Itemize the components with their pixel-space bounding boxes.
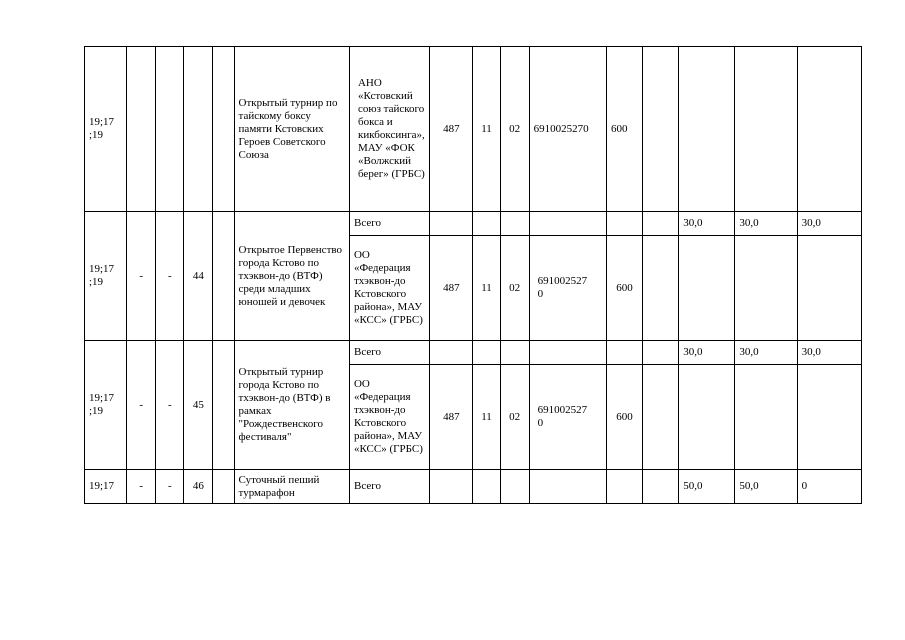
empty-cell: [643, 365, 679, 470]
vr-cell: 600: [606, 47, 642, 212]
year3-cell: 30,0: [797, 212, 861, 236]
event-name-cell: Суточный пеший турмарафон: [234, 470, 349, 504]
csr-cell: 6910025270: [529, 47, 606, 212]
year2-cell: 30,0: [735, 341, 797, 365]
empty-cell: [797, 365, 861, 470]
organizer-cell: ОО «Федерация тхэквон-до Кстовского района», МАУ «КСС» (ГРБС): [349, 365, 429, 470]
grbs-cell: 487: [430, 365, 473, 470]
empty-cell: [529, 341, 606, 365]
empty-cell: [430, 212, 473, 236]
year3-cell: [797, 47, 861, 212]
year1-cell: [679, 47, 735, 212]
empty-cell: [430, 470, 473, 504]
empty-cell: [213, 470, 234, 504]
number-cell: 45: [184, 341, 213, 470]
empty-cell: [606, 212, 642, 236]
empty-cell: [473, 341, 500, 365]
year1-cell: 50,0: [679, 470, 735, 504]
budget-table: [84, 46, 862, 504]
empty-cell: [500, 341, 529, 365]
section-cell: 11: [473, 47, 500, 212]
total-label-cell: Всего: [349, 212, 429, 236]
subsection-cell: 02: [500, 365, 529, 470]
empty-cell: [679, 236, 735, 341]
empty-cell: [213, 47, 234, 212]
grbs-cell: 487: [430, 47, 473, 212]
year3-cell: 0: [797, 470, 861, 504]
event-name-cell: Открытый турнир по тайскому боксу памяти Кстовских Героев Советского Союза: [234, 47, 349, 212]
code-cell: 19;17 ;19: [85, 47, 127, 212]
code-cell: 19;17 ;19: [85, 341, 127, 470]
empty-cell: [643, 470, 679, 504]
col3-cell: -: [156, 470, 184, 504]
empty-cell: [473, 470, 500, 504]
event-name-cell: Открытый турнир города Кстово по тхэквон-до (ВТФ) в рамках "Рождественского фестиваля": [234, 341, 349, 470]
year2-cell: 50,0: [735, 470, 797, 504]
col3-cell: -: [156, 341, 184, 470]
year1-cell: 30,0: [679, 212, 735, 236]
empty-cell: [529, 470, 606, 504]
year2-cell: 30,0: [735, 212, 797, 236]
code-cell: 19;17: [85, 470, 127, 504]
table-row: [85, 341, 862, 365]
vr-cell: 600: [606, 365, 642, 470]
number-cell: [184, 47, 213, 212]
total-label-cell: Всего: [349, 341, 429, 365]
col2-cell: -: [127, 212, 156, 341]
empty-cell: [643, 341, 679, 365]
organizer-cell: ОО «Федерация тхэквон-до Кстовского района», МАУ «КСС» (ГРБС): [349, 236, 429, 341]
section-cell: 11: [473, 236, 500, 341]
table-row: [85, 47, 862, 212]
event-name-cell: Открытое Первенство города Кстово по тхэквон-до (ВТФ) среди младших юношей и девочек: [234, 212, 349, 341]
empty-cell: [529, 212, 606, 236]
subsection-cell: 02: [500, 236, 529, 341]
table-row: [85, 470, 862, 504]
empty-cell: [797, 236, 861, 341]
empty-cell: [430, 341, 473, 365]
empty-cell: [500, 470, 529, 504]
year1-cell: 30,0: [679, 341, 735, 365]
col3-cell: [156, 47, 184, 212]
organizer-cell: АНО «Кстовский союз тайского бокса и кикбоксинга», МАУ «ФОК «Волжский берег» (ГРБС): [349, 47, 429, 212]
table-row: [85, 212, 862, 236]
empty-cell: [643, 47, 679, 212]
year2-cell: [735, 47, 797, 212]
csr-cell: 691002527 0: [529, 236, 606, 341]
empty-cell: [643, 212, 679, 236]
empty-cell: [213, 341, 234, 470]
number-cell: 44: [184, 212, 213, 341]
number-cell: 46: [184, 470, 213, 504]
col3-cell: -: [156, 212, 184, 341]
col2-cell: -: [127, 470, 156, 504]
empty-cell: [735, 365, 797, 470]
subsection-cell: 02: [500, 47, 529, 212]
empty-cell: [606, 341, 642, 365]
col2-cell: [127, 47, 156, 212]
col2-cell: -: [127, 341, 156, 470]
grbs-cell: 487: [430, 236, 473, 341]
csr-cell: 691002527 0: [529, 365, 606, 470]
empty-cell: [606, 470, 642, 504]
empty-cell: [213, 212, 234, 341]
code-cell: 19;17 ;19: [85, 212, 127, 341]
section-cell: 11: [473, 365, 500, 470]
year3-cell: 30,0: [797, 341, 861, 365]
empty-cell: [679, 365, 735, 470]
empty-cell: [500, 212, 529, 236]
empty-cell: [643, 236, 679, 341]
empty-cell: [735, 236, 797, 341]
empty-cell: [473, 212, 500, 236]
vr-cell: 600: [606, 236, 642, 341]
total-label-cell: Всего: [349, 470, 429, 504]
